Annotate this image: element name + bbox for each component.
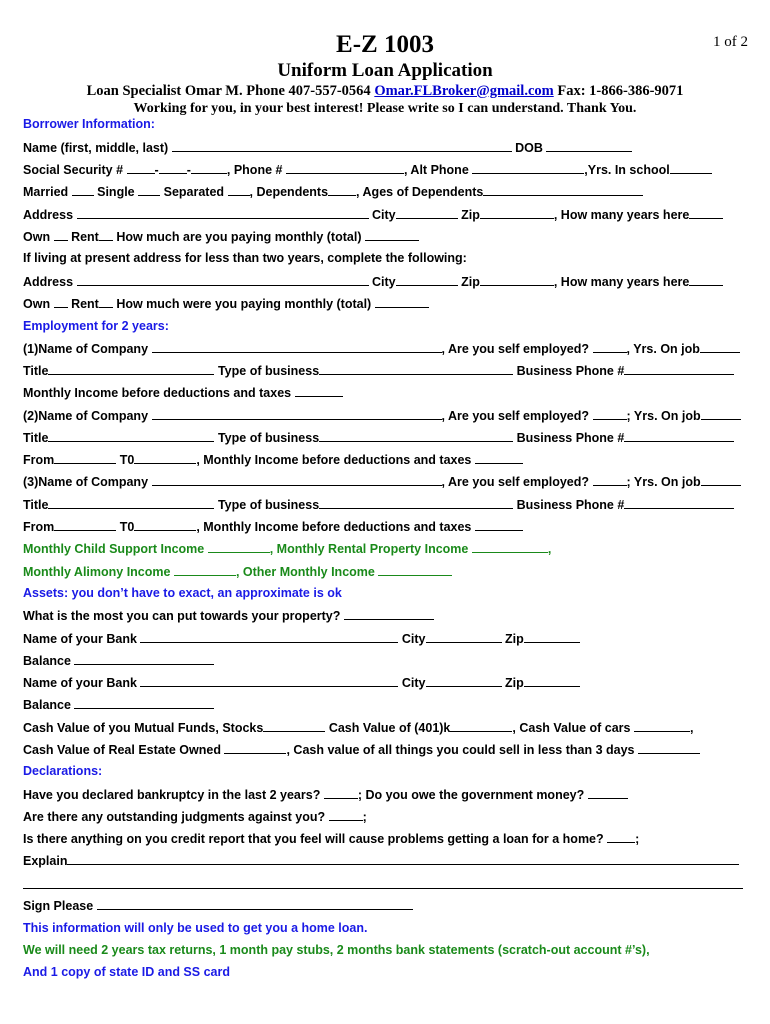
- years-here-label: , How many years here: [553, 208, 690, 222]
- form-title: E-Z 1003: [336, 31, 434, 58]
- fax-text: Fax: 1-866-386-9071: [557, 83, 684, 99]
- to-label: T0: [119, 453, 135, 467]
- company1-field[interactable]: [152, 340, 442, 353]
- child-support-label: Monthly Child Support Income: [23, 542, 205, 556]
- max-property-row: [23, 607, 434, 624]
- self-employed-label: , Are you self employed?: [441, 409, 590, 423]
- rental-label: , Monthly Rental Property Income: [269, 542, 469, 556]
- semicolon: ;: [362, 810, 367, 824]
- title1-row: [23, 362, 734, 379]
- real-estate-field[interactable]: [224, 741, 286, 754]
- prev-rent-field[interactable]: [99, 295, 113, 308]
- explain-label: Explain: [23, 854, 68, 868]
- prev-own-rent-row: [23, 295, 429, 312]
- company2-label: (2)Name of Company: [23, 409, 149, 423]
- business-type-label: Type of business: [217, 431, 320, 445]
- income1-field[interactable]: [295, 384, 343, 397]
- borrower-heading: Borrower Information:: [23, 117, 155, 131]
- prev-city-field[interactable]: [396, 273, 458, 286]
- child-support-row: [23, 540, 551, 557]
- dob-label: DOB: [515, 141, 543, 155]
- ssn-dash: -: [154, 163, 159, 177]
- trailing-comma: ,: [547, 542, 552, 556]
- cars-field[interactable]: [634, 719, 690, 732]
- ssn-label: Social Security #: [23, 163, 124, 177]
- balance1-field[interactable]: [74, 652, 214, 665]
- bank2-city-field[interactable]: [426, 674, 502, 687]
- name-field[interactable]: [172, 139, 512, 152]
- other-income-label: , Other Monthly Income: [235, 565, 375, 579]
- income2-field[interactable]: [475, 451, 523, 464]
- previous-note: If living at present address for less than two years, complete the following:: [23, 251, 467, 265]
- company3-field[interactable]: [152, 473, 442, 486]
- alt-phone-label: , Alt Phone: [403, 163, 469, 177]
- yrs-job-label: ; Yrs. On job: [626, 475, 701, 489]
- address-field[interactable]: [77, 206, 369, 219]
- name-label: Name (first, middle, last): [23, 141, 169, 155]
- bank1-row: [23, 630, 580, 647]
- bank2-zip-field[interactable]: [524, 674, 580, 687]
- monthly-income-inline: , Monthly Income before deductions and taxes: [196, 520, 472, 534]
- id-note: And 1 copy of state ID and SS card: [23, 965, 230, 979]
- employment-heading: Employment for 2 years:: [23, 319, 169, 333]
- monthly-paying-label: How much are you paying monthly (total): [116, 230, 362, 244]
- dependents-label: , Dependents: [249, 185, 329, 199]
- zip-label: Zip: [461, 275, 480, 289]
- title2-field[interactable]: [48, 429, 214, 442]
- from2-field[interactable]: [54, 451, 116, 464]
- title-label: Title: [23, 364, 49, 378]
- self-employed-label: , Are you self employed?: [441, 475, 590, 489]
- max-property-field[interactable]: [344, 607, 434, 620]
- business-phone-label: Business Phone #: [516, 364, 625, 378]
- from3-field[interactable]: [54, 518, 116, 531]
- prev-years-here-field[interactable]: [689, 273, 723, 286]
- mutual-funds-field[interactable]: [263, 719, 325, 732]
- name-row: [23, 139, 632, 156]
- phone-label: , Phone #: [226, 163, 283, 177]
- company1-row: [23, 340, 740, 357]
- separated-label: Separated: [163, 185, 225, 199]
- business-type2-field[interactable]: [319, 429, 513, 442]
- business-type3-field[interactable]: [319, 496, 513, 509]
- monthly-income-label: Monthly Income before deductions and taxes: [23, 386, 292, 400]
- government-question: ; Do you owe the government money?: [357, 788, 585, 802]
- email-link[interactable]: Omar.FLBroker@gmail.com: [374, 83, 554, 99]
- bank-label: Name of your Bank: [23, 632, 137, 646]
- usage-note: This information will only be used to get you a home loan.: [23, 921, 368, 935]
- bank2-row: [23, 674, 580, 691]
- address-label: Address: [23, 208, 74, 222]
- page-indicator: 1 of 2: [713, 34, 748, 50]
- single-field[interactable]: [138, 183, 160, 196]
- business-phone2-field[interactable]: [624, 429, 734, 442]
- title-label: Title: [23, 498, 49, 512]
- ssn-field-3[interactable]: [191, 161, 227, 174]
- dob-field[interactable]: [546, 139, 632, 152]
- yrs-job3-field[interactable]: [701, 473, 741, 486]
- judgments-field[interactable]: [329, 808, 363, 821]
- documents-note: We will need 2 years tax returns, 1 month pay stubs, 2 months bank statements (scratch-out account #’s),: [23, 943, 650, 957]
- title3-row: [23, 496, 734, 513]
- form-subtitle: Uniform Loan Application: [277, 60, 493, 81]
- mutual-funds-label: Cash Value of you Mutual Funds, Stocks: [23, 721, 264, 735]
- alimony-row: [23, 563, 452, 580]
- balance-label: Balance: [23, 698, 71, 712]
- from-label: From: [23, 520, 55, 534]
- prev-own-field[interactable]: [54, 295, 68, 308]
- prev-monthly-field[interactable]: [375, 295, 429, 308]
- company3-label: (3)Name of Company: [23, 475, 149, 489]
- years-here-label: , How many years here: [553, 275, 690, 289]
- business-type-label: Type of business: [217, 364, 320, 378]
- yrs-job-label: ; Yrs. On job: [626, 409, 701, 423]
- self-employed-label: , Are you self employed?: [441, 342, 590, 356]
- bankruptcy-field[interactable]: [324, 786, 358, 799]
- dates3-row: [23, 518, 523, 535]
- income1-row: [23, 384, 343, 401]
- business-type-label: Type of business: [217, 498, 320, 512]
- alimony-label: Monthly Alimony Income: [23, 565, 171, 579]
- explain-row: [23, 852, 739, 869]
- judgments-row: [23, 808, 367, 825]
- city-field[interactable]: [396, 206, 458, 219]
- business-phone-label: Business Phone #: [516, 431, 625, 445]
- alimony-field[interactable]: [174, 563, 236, 576]
- yrs-job1-field[interactable]: [700, 340, 740, 353]
- city-label: City: [401, 632, 426, 646]
- cars-label: , Cash Value of cars: [512, 721, 631, 735]
- ages-label: , Ages of Dependents: [356, 185, 484, 199]
- trailing-comma: ,: [689, 721, 694, 735]
- years-here-field[interactable]: [689, 206, 723, 219]
- cash-values-row: [23, 719, 693, 736]
- married-label: Married: [23, 185, 69, 199]
- yrs-school-field[interactable]: [670, 161, 712, 174]
- ssn-field-2[interactable]: [159, 161, 187, 174]
- declarations-heading: Declarations:: [23, 764, 103, 778]
- zip-label: Zip: [505, 676, 524, 690]
- balance-label: Balance: [23, 654, 71, 668]
- semicolon: ;: [635, 832, 640, 846]
- separated-field[interactable]: [228, 183, 250, 196]
- own-field[interactable]: [54, 228, 68, 241]
- sellable-label: , Cash value of all things you could sell in less than 3 days: [286, 743, 635, 757]
- monthly-paying-field[interactable]: [365, 228, 419, 241]
- self-employed2-field[interactable]: [593, 407, 627, 420]
- from-label: From: [23, 453, 55, 467]
- title3-field[interactable]: [48, 496, 214, 509]
- judgments-question: Are there any outstanding judgments against you?: [23, 810, 326, 824]
- marital-row: [23, 183, 643, 200]
- bank1-field[interactable]: [140, 630, 398, 643]
- to-label: T0: [119, 520, 135, 534]
- city-label: City: [372, 275, 396, 289]
- address-label: Address: [23, 275, 74, 289]
- company2-field[interactable]: [152, 407, 442, 420]
- prev-monthly-label: How much were you paying monthly (total): [116, 297, 372, 311]
- own-rent-row: [23, 228, 419, 245]
- rent-label: Rent: [71, 297, 99, 311]
- to2-field[interactable]: [134, 451, 196, 464]
- bankruptcy-question: Have you declared bankruptcy in the last 2 years?: [23, 788, 321, 802]
- yrs-job-label: , Yrs. On job: [626, 342, 700, 356]
- alt-phone-field[interactable]: [472, 161, 584, 174]
- zip-label: Zip: [461, 208, 480, 222]
- credit-row: [23, 830, 639, 847]
- ssn-field-1[interactable]: [127, 161, 155, 174]
- sign-label: Sign Please: [23, 899, 94, 913]
- explain-continuation-line[interactable]: [23, 888, 743, 889]
- company2-row: [23, 407, 741, 424]
- k401-field[interactable]: [450, 719, 512, 732]
- phone-field[interactable]: [286, 161, 404, 174]
- balance2-row: [23, 696, 214, 713]
- balance2-field[interactable]: [74, 696, 214, 709]
- tagline: Working for you, in your best interest! Please write so I can understand. Thank You.: [133, 101, 637, 116]
- ages-field[interactable]: [483, 183, 643, 196]
- bank-label: Name of your Bank: [23, 676, 137, 690]
- bank1-zip-field[interactable]: [524, 630, 580, 643]
- business-phone3-field[interactable]: [624, 496, 734, 509]
- ssn-row: [23, 161, 712, 178]
- to3-field[interactable]: [134, 518, 196, 531]
- ssn-dash: -: [186, 163, 191, 177]
- credit-question: Is there anything on you credit report that you feel will cause problems getting a loan for a home?: [23, 832, 604, 846]
- rent-field[interactable]: [99, 228, 113, 241]
- business-phone1-field[interactable]: [624, 362, 734, 375]
- yrs-school-label: ,Yrs. In school: [584, 163, 670, 177]
- k401-label: Cash Value of (401)k: [328, 721, 451, 735]
- bankruptcy-row: [23, 786, 628, 803]
- government-field[interactable]: [588, 786, 628, 799]
- self-employed3-field[interactable]: [593, 473, 627, 486]
- sellable-field[interactable]: [638, 741, 700, 754]
- married-field[interactable]: [72, 183, 94, 196]
- assets-heading: Assets: you don’t have to exact, an approximate is ok: [23, 586, 342, 600]
- income3-field[interactable]: [475, 518, 523, 531]
- title1-field[interactable]: [48, 362, 214, 375]
- company3-row: [23, 473, 741, 490]
- single-label: Single: [97, 185, 135, 199]
- balance1-row: [23, 652, 214, 669]
- own-label: Own: [23, 297, 51, 311]
- title2-row: [23, 429, 734, 446]
- real-estate-row: [23, 741, 700, 758]
- bank2-field[interactable]: [140, 674, 398, 687]
- credit-field[interactable]: [607, 830, 635, 843]
- business-phone-label: Business Phone #: [516, 498, 625, 512]
- prev-address-field[interactable]: [77, 273, 369, 286]
- own-label: Own: [23, 230, 51, 244]
- business-type1-field[interactable]: [319, 362, 513, 375]
- rent-label: Rent: [71, 230, 99, 244]
- title-label: Title: [23, 431, 49, 445]
- address-row: [23, 206, 723, 223]
- monthly-income-inline: , Monthly Income before deductions and taxes: [196, 453, 472, 467]
- yrs-job2-field[interactable]: [701, 407, 741, 420]
- dependents-field[interactable]: [328, 183, 356, 196]
- company1-label: (1)Name of Company: [23, 342, 149, 356]
- contact-line: [0, 83, 770, 100]
- real-estate-label: Cash Value of Real Estate Owned: [23, 743, 221, 757]
- dates2-row: [23, 451, 523, 468]
- other-income-field[interactable]: [378, 563, 452, 576]
- sign-row: [23, 897, 413, 914]
- city-label: City: [401, 676, 426, 690]
- signature-field[interactable]: [97, 897, 413, 910]
- contact-prefix: Loan Specialist Omar M. Phone 407-557-0564: [86, 83, 371, 99]
- rental-field[interactable]: [472, 540, 548, 553]
- bank1-city-field[interactable]: [426, 630, 502, 643]
- max-property-label: What is the most you can put towards your property?: [23, 609, 341, 623]
- prev-zip-field[interactable]: [480, 273, 554, 286]
- zip-field[interactable]: [480, 206, 554, 219]
- self-employed1-field[interactable]: [593, 340, 627, 353]
- city-label: City: [372, 208, 396, 222]
- child-support-field[interactable]: [208, 540, 270, 553]
- zip-label: Zip: [505, 632, 524, 646]
- prev-address-row: [23, 273, 723, 290]
- explain-field[interactable]: [67, 852, 739, 865]
